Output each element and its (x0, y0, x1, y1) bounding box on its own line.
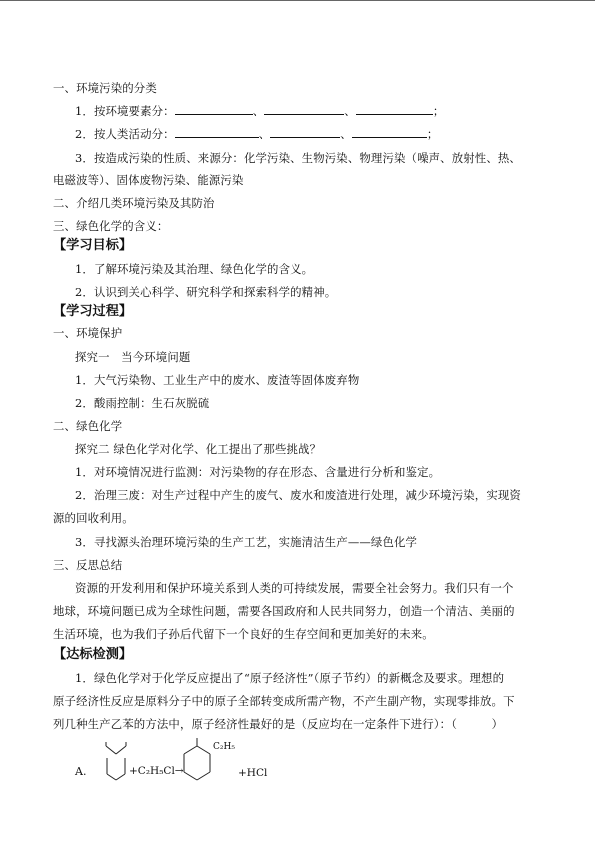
fill-blank[interactable] (264, 104, 344, 115)
process-sec2-point: 2．治理三废：对生产过程中产生的废气、废水和废渣进行处理，减少环境污染，实现资 (75, 488, 521, 502)
explore1-title: 探究一 当今环境问题 (75, 350, 191, 364)
test-heading: 【达标检测】 (53, 647, 133, 662)
fill-blank[interactable] (175, 127, 259, 138)
question-text: 1．绿色化学对于化学反应提出了“原子经济性”（原子节约）的新概念及要求。理想的 (75, 671, 505, 685)
summary-paragraph: 资源的开发利用和保护环境关系到人类的可持续发展，需要全社会努力。我们只有一个 (75, 581, 514, 595)
outline-item1-title: 一、环境污染的分类 (53, 81, 157, 95)
goal-item: 1．了解环境污染及其治理、绿色化学的含义。 (75, 262, 314, 276)
summary-paragraph: 地球，环境问题已成为全球性问题，需要各国政府和人民共同努力，创造一个清洁、美丽的 (53, 604, 515, 618)
process-sec1-point: 1．大气污染物、工业生产中的废水、废渣等固体废弃物 (75, 373, 360, 387)
fill-blank[interactable] (356, 104, 433, 115)
sub1-prefix: 1．按环境要素分： (75, 104, 175, 118)
fill-blank[interactable] (175, 104, 253, 115)
process-sec2-point: 3．寻找源头治理环境污染的生产工艺，实施清洁生产——绿色化学 (75, 535, 418, 549)
separator: 、 (344, 104, 356, 118)
option-a-byproduct: +HCl (238, 767, 268, 779)
process-sec1-title: 一、环境保护 (53, 326, 123, 340)
separator: 、 (252, 104, 265, 118)
process-sec1-point: 2．酸雨控制：生石灰脱硫 (75, 396, 210, 410)
outline-item3-title: 三、绿色化学的含义： (53, 219, 169, 233)
ethylbenzene-ring-icon (180, 736, 214, 786)
fill-blank[interactable] (270, 127, 340, 138)
separator: ； (432, 104, 445, 118)
sub2-prefix: 2．按人类活动分： (75, 127, 175, 141)
separator: ； (426, 127, 439, 141)
process-heading: 【学习过程】 (53, 304, 133, 319)
option-a-reagent: +C₂H₅Cl→ (129, 765, 184, 777)
outline-item2-title: 二、介绍几类环境污染及其防治 (53, 196, 215, 210)
option-a-label[interactable]: A. (75, 765, 87, 778)
explore2-title: 探究二 绿色化学对化学、化工提出了那些挑战？ (75, 442, 322, 456)
outline-item1-sub3-line2: 电磁波等）、固体废物污染、能源污染 (53, 173, 244, 187)
outline-item1-sub1 (75, 104, 444, 118)
outline-item1-sub3-line1: 3．按造成污染的性质、来源分：化学污染、生物污染、物理污染（噪声、放射性、热、 (75, 151, 521, 165)
question-text: 列几种生产乙苯的方法中，原子经济性最好的是（反应均在一定条件下进行）：（ ） (53, 717, 504, 731)
option-a-substituent: C₂H₅ (213, 742, 235, 752)
goals-heading: 【学习目标】 (53, 238, 133, 253)
separator: 、 (258, 127, 271, 141)
process-sec3-title: 三、反思总结 (53, 558, 123, 572)
question-text: 原子经济性反应是原料分子中的原子全部转变成所需产物，不产生副产物，实现零排放。下 (53, 694, 515, 708)
process-sec2-title: 二、绿色化学 (53, 419, 123, 433)
separator: 、 (340, 127, 352, 141)
process-sec2-point: 1．对环境情况进行监测：对污染物的存在形态、含量进行分析和鉴定。 (75, 465, 441, 479)
process-sec2-point-cont: 源的回收利用。 (53, 511, 134, 525)
outline-item1-sub2 (75, 127, 438, 141)
summary-paragraph: 生活环境，也为我们子孙后代留下一个良好的生存空间和更加美好的未来。 (53, 627, 434, 641)
fill-blank[interactable] (352, 127, 427, 138)
goal-item: 2．认识到关心科学、研究科学和探索科学的精神。 (75, 285, 337, 299)
benzene-ring-icon (104, 740, 128, 784)
